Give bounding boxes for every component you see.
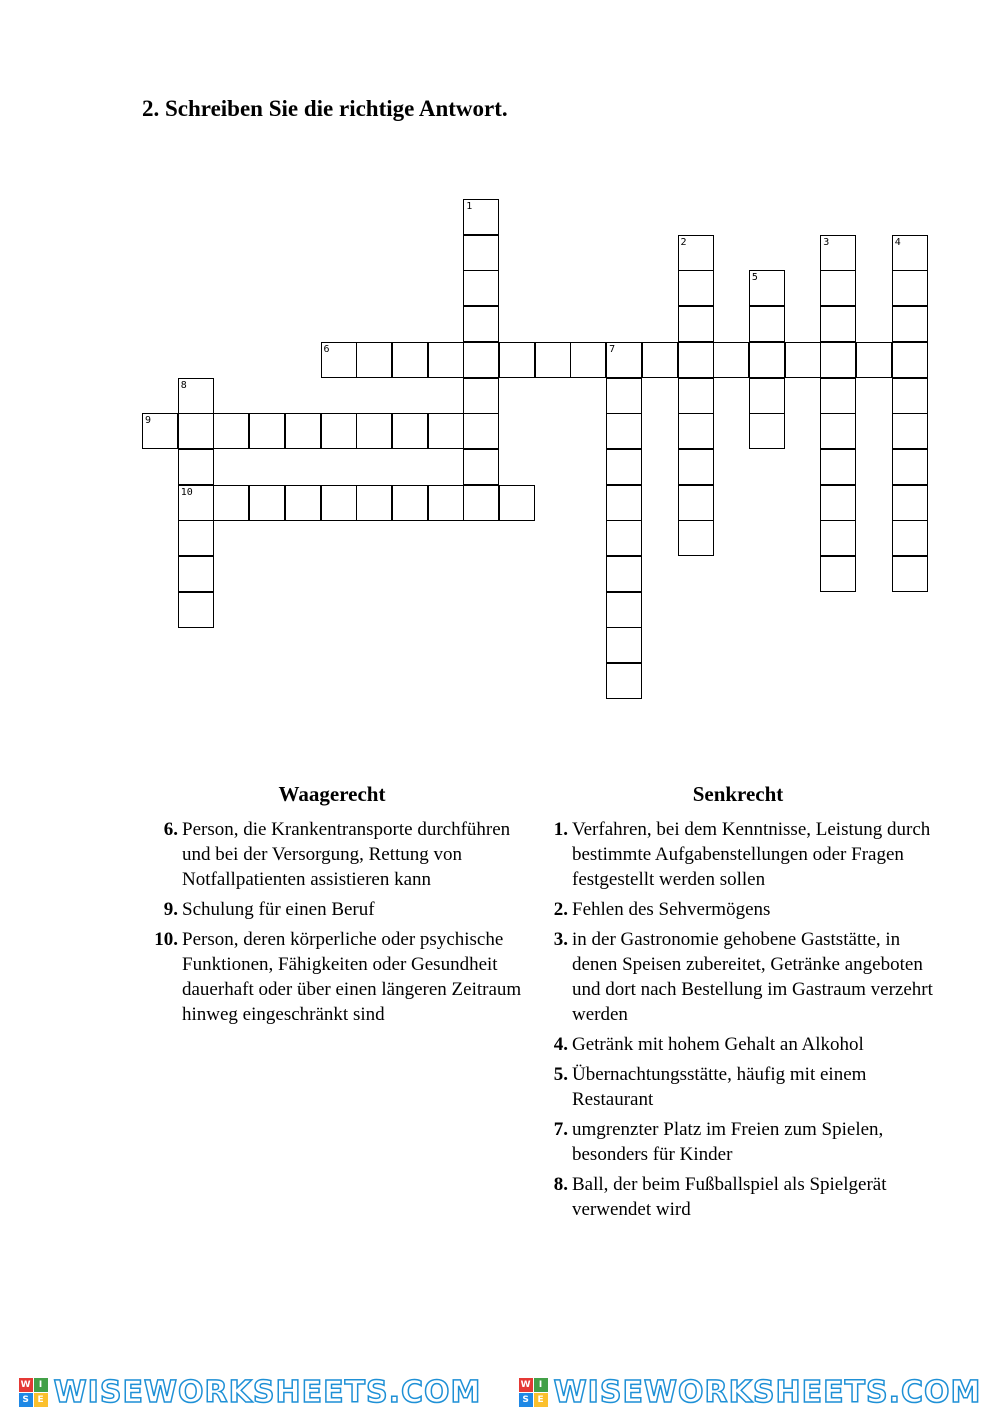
clue-item-text: Verfahren, bei dem Kenntnisse, Leistung durch bestimmte Aufgabenstellungen oder Fragen festgestellt werden sollen [572,819,931,890]
crossword-cell[interactable] [678,270,714,306]
crossword-cell[interactable] [178,520,214,556]
clue-item [532,817,944,892]
clue-item [142,927,522,1027]
clue-item-text: Schulung für einen Beruf [182,899,375,920]
crossword-cell[interactable] [713,342,749,378]
crossword-cell[interactable] [820,270,856,306]
crossword-cell[interactable] [820,520,856,556]
crossword-cell[interactable] [178,592,214,628]
logo-letter: S [519,1393,533,1407]
crossword-cell[interactable] [428,413,464,449]
crossword-cell[interactable] [749,378,785,414]
clue-item [142,817,522,892]
crossword-cell[interactable] [678,485,714,521]
clue-item-text: Fehlen des Sehvermögens [572,899,771,920]
clue-item-text: Person, die Krankentransporte durchführen und bei der Versorgung, Rettung von Notfallpatienten assistieren kann [182,819,511,890]
footer-watermark [0,1372,1000,1413]
crossword-cell[interactable] [321,413,357,449]
clue-item-text: Ball, der beim Fußballspiel als Spielgerät verwendet wird [572,1174,887,1220]
clue-item-number: 4. [553,1034,568,1055]
clue-number: 2 [680,236,687,248]
brand-logo [19,1375,482,1410]
clue-item-number: 6. [163,819,178,840]
crossword-cell[interactable] [499,342,535,378]
crossword-cell[interactable] [463,342,499,378]
clue-item-text: Übernachtungsstätte, häufig mit einem Restaurant [572,1064,867,1110]
crossword-cell[interactable] [678,235,714,271]
crossword-cell[interactable] [678,378,714,414]
crossword-cell[interactable] [820,378,856,414]
crossword-cell[interactable] [820,306,856,342]
crossword-cell[interactable] [606,413,642,449]
crossword-cell[interactable] [606,449,642,485]
crossword-cell[interactable] [392,413,428,449]
crossword-cell[interactable] [321,342,357,378]
clue-item-number: 7. [553,1119,568,1140]
clue-item-number: 8. [553,1174,568,1195]
down-clue-list [532,817,944,1222]
crossword-cell[interactable] [678,520,714,556]
crossword-cell[interactable] [606,378,642,414]
crossword-cell[interactable] [535,342,571,378]
clue-number: 1 [466,201,473,212]
crossword-cell[interactable] [820,449,856,485]
logo-letter: I [34,1378,48,1392]
clue-number: 4 [894,236,901,248]
clue-item-text: Person, deren körperliche oder psychische Funktionen, Fähigkeiten oder Gesundheit dauerhaft oder über einen längeren Zeitraum hinweg eingeschränkt sind [182,929,522,1025]
crossword-cell[interactable] [463,378,499,414]
clue-item [532,1117,944,1167]
logo-letter: I [534,1378,548,1392]
clue-item-number: 1. [553,819,568,840]
brand-text: WISEWORKSHEETS.COM [553,1375,982,1410]
across-heading: Waagerecht [278,782,386,806]
crossword-cell[interactable] [178,449,214,485]
clue-item-number: 3. [553,929,568,950]
logo-letter: S [19,1393,33,1407]
brand-logo [519,1375,982,1410]
crossword-cell[interactable] [820,556,856,592]
clue-number: 3 [823,236,830,248]
crossword-cell[interactable] [606,556,642,592]
crossword-cell[interactable] [856,342,892,378]
crossword-cell[interactable] [678,306,714,342]
logo-letter: E [534,1393,548,1407]
crossword-cell[interactable] [642,342,678,378]
crossword-cell[interactable] [392,485,428,521]
clue-item-number: 10. [154,929,178,950]
crossword-cell[interactable] [463,235,499,271]
crossword-cell[interactable] [285,485,321,521]
clue-number: 7 [609,343,616,355]
worksheet-title: 2. Schreiben Sie die richtige Antwort. [142,96,508,121]
crossword-cell[interactable] [892,556,928,592]
crossword-cell[interactable] [820,235,856,271]
crossword-cell[interactable] [749,306,785,342]
across-clues [142,782,522,1032]
crossword-cell[interactable] [678,342,714,378]
crossword-cell[interactable] [142,413,178,449]
crossword-cell[interactable] [178,485,214,521]
crossword-cell[interactable] [749,413,785,449]
clue-item [532,897,944,922]
crossword-cell[interactable] [892,270,928,306]
crossword-cell[interactable] [678,449,714,485]
wise-logo-mark [19,1378,48,1407]
crossword-cell[interactable] [463,199,499,235]
crossword-cell[interactable] [606,520,642,556]
crossword-cell[interactable] [892,378,928,414]
crossword-cell[interactable] [356,342,392,378]
crossword-cell[interactable] [463,413,499,449]
crossword-cell[interactable] [178,378,214,414]
clue-item [532,1062,944,1112]
crossword-cell[interactable] [606,342,642,378]
crossword-cell[interactable] [178,413,214,449]
crossword-cell[interactable] [321,485,357,521]
crossword-cell[interactable] [356,485,392,521]
clue-item [532,1172,944,1222]
crossword-cell[interactable] [463,270,499,306]
crossword-cell[interactable] [749,270,785,306]
crossword-cell[interactable] [892,520,928,556]
crossword-cell[interactable] [606,592,642,628]
clue-item [532,927,944,1027]
clue-number: 6 [323,343,330,355]
crossword-cell[interactable] [428,342,464,378]
crossword-cell[interactable] [249,413,285,449]
crossword-cell[interactable] [892,342,928,378]
crossword-cell[interactable] [428,485,464,521]
logo-letter: W [19,1378,33,1392]
crossword-cell[interactable] [749,342,785,378]
crossword-cell[interactable] [892,413,928,449]
down-clues [532,782,944,1227]
crossword-cell[interactable] [249,485,285,521]
crossword-cell[interactable] [892,485,928,521]
clue-number: 9 [145,415,152,427]
crossword-cell[interactable] [820,342,856,378]
crossword-cell[interactable] [606,663,642,699]
crossword-cell[interactable] [178,556,214,592]
crossword-cell[interactable] [392,342,428,378]
clue-item-number: 9. [163,899,178,920]
clue-number: 10 [180,486,193,498]
crossword-cell[interactable] [356,413,392,449]
crossword-cell[interactable] [892,306,928,342]
clue-number: 8 [180,379,187,391]
crossword-cell[interactable] [463,449,499,485]
clue-item-number: 2. [553,899,568,920]
crossword-cell[interactable] [606,485,642,521]
crossword-cell[interactable] [213,413,249,449]
crossword-cell[interactable] [570,342,606,378]
down-heading: Senkrecht [692,782,784,806]
logo-letter: E [34,1393,48,1407]
crossword-cell[interactable] [785,342,821,378]
crossword-cell[interactable] [463,306,499,342]
logo-letter: W [519,1378,533,1392]
crossword-cell[interactable] [463,485,499,521]
crossword-cell[interactable] [820,413,856,449]
clue-number: 5 [751,272,758,284]
clue-item [142,897,522,922]
crossword-cell[interactable] [499,485,535,521]
clue-item-text: in der Gastronomie gehobene Gaststätte, in denen Speisen zubereitet, Getränke angeboten und dort nach Bestellung im Gastraum verzehrt werden [572,929,933,1025]
crossword-cell[interactable] [285,413,321,449]
clue-item [532,1032,944,1057]
crossword-cell[interactable] [213,485,249,521]
clue-item-text: Getränk mit hohem Gehalt an Alkohol [572,1034,864,1055]
crossword-cell[interactable] [892,235,928,271]
clue-item-text: umgrenzter Platz im Freien zum Spielen, besonders für Kinder [572,1119,884,1165]
crossword-cell[interactable] [606,627,642,663]
across-clue-list [142,817,522,1027]
crossword-cell[interactable] [892,449,928,485]
crossword-cell[interactable] [678,413,714,449]
clue-item-number: 5. [553,1064,568,1085]
wise-logo-mark [519,1378,548,1407]
brand-text: WISEWORKSHEETS.COM [53,1375,482,1410]
crossword-cell[interactable] [820,485,856,521]
